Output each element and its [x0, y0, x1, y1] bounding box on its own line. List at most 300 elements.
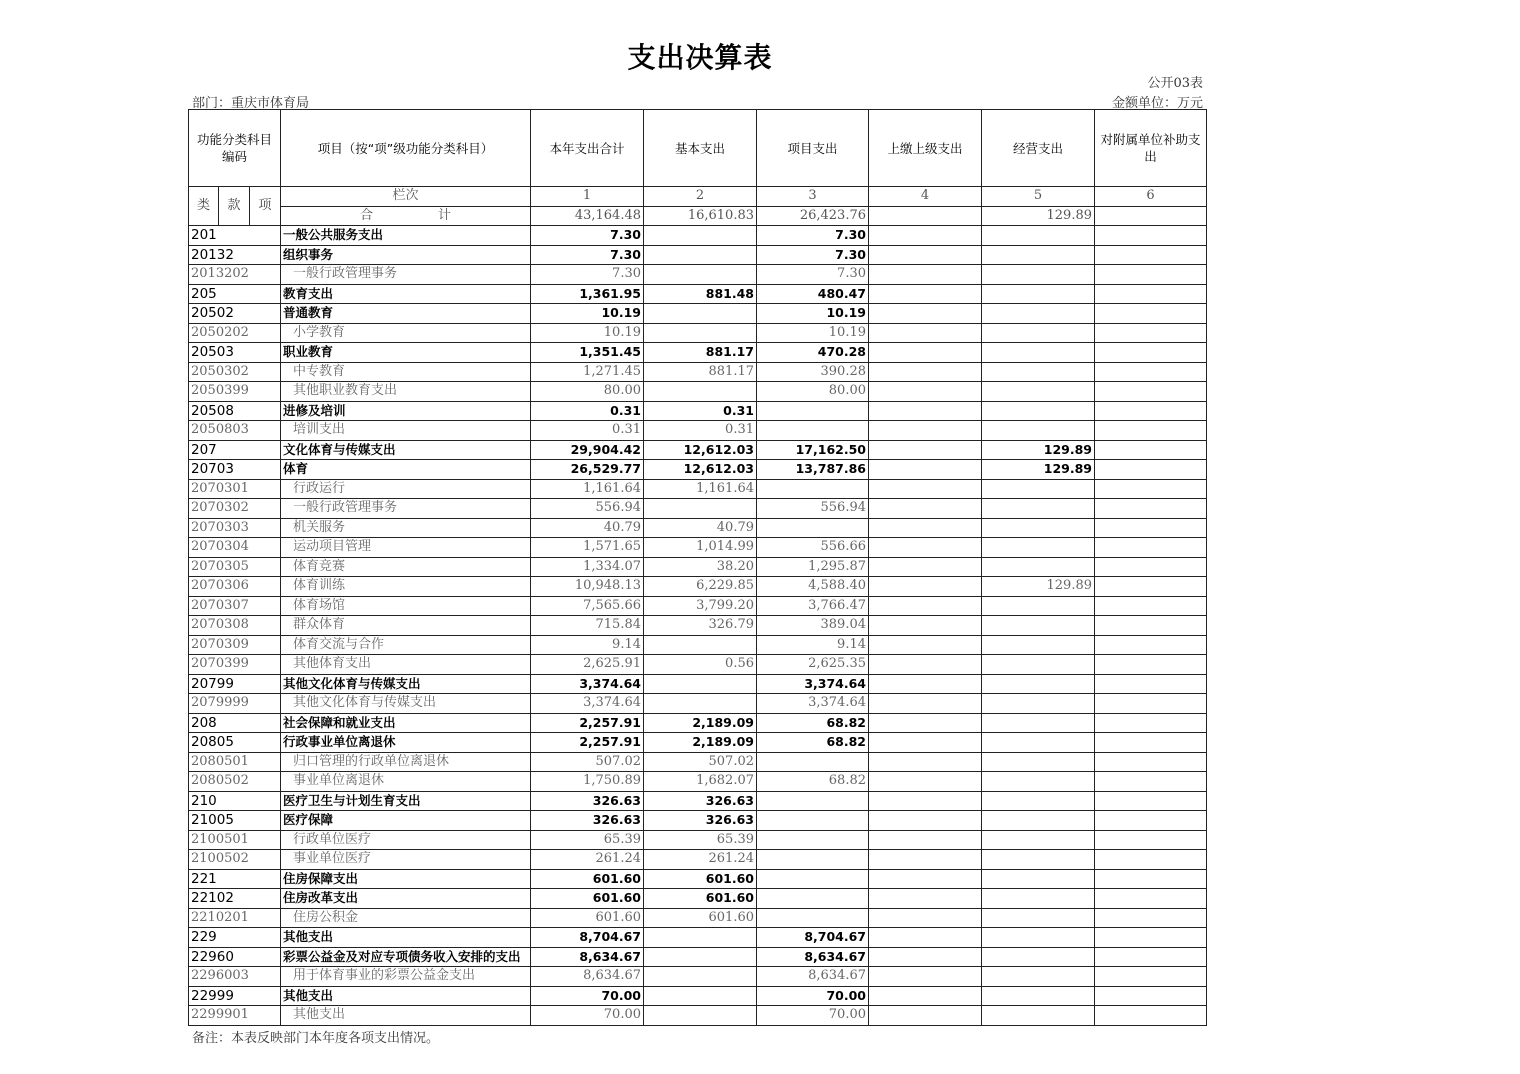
total-value: [1095, 206, 1207, 226]
row-value: 80.00: [757, 382, 869, 402]
row-code: 2080501: [189, 752, 281, 772]
row-value: [869, 479, 982, 499]
row-value: [869, 733, 982, 753]
row-value: [982, 284, 1095, 304]
row-value: [982, 421, 1095, 441]
row-value: [982, 869, 1095, 889]
row-value: 38.20: [644, 557, 757, 577]
header-item: 项目（按“项”级功能分类科目）: [281, 110, 531, 187]
row-code: 22102: [189, 889, 281, 909]
row-value: [757, 908, 869, 928]
table-row: [189, 401, 1207, 421]
row-value: [644, 967, 757, 987]
row-value: [869, 694, 982, 714]
col-num: 1: [531, 187, 644, 207]
row-value: [1095, 908, 1207, 928]
table-row: [189, 694, 1207, 714]
form-number: 公开03表: [1147, 76, 1203, 91]
row-value: 556.66: [757, 538, 869, 558]
row-code: 2070309: [189, 635, 281, 655]
row-value: 10.19: [531, 304, 644, 324]
row-code: 2079999: [189, 694, 281, 714]
row-value: [869, 245, 982, 265]
row-value: [1095, 869, 1207, 889]
row-value: [644, 226, 757, 246]
row-value: [982, 967, 1095, 987]
table-row: [189, 928, 1207, 948]
row-name: 行政运行: [281, 479, 531, 499]
row-value: [982, 694, 1095, 714]
header-project: 项目支出: [757, 110, 869, 187]
row-value: [982, 655, 1095, 675]
row-code: 221: [189, 869, 281, 889]
row-value: [869, 752, 982, 772]
row-code: 2299901: [189, 1006, 281, 1026]
row-value: 7.30: [531, 226, 644, 246]
row-value: 129.89: [982, 440, 1095, 460]
row-code: 2013202: [189, 265, 281, 285]
row-value: [869, 460, 982, 480]
row-value: [757, 869, 869, 889]
row-value: [644, 304, 757, 324]
table-row: [189, 869, 1207, 889]
row-code: 2210201: [189, 908, 281, 928]
row-value: 261.24: [644, 850, 757, 870]
row-value: [644, 245, 757, 265]
row-code: 2070303: [189, 518, 281, 538]
table-row: [189, 616, 1207, 636]
row-value: [869, 499, 982, 519]
row-value: [1095, 362, 1207, 382]
row-value: [869, 265, 982, 285]
row-value: [982, 674, 1095, 694]
row-value: 601.60: [531, 889, 644, 909]
row-value: 507.02: [531, 752, 644, 772]
row-name: 普通教育: [281, 304, 531, 324]
row-value: 389.04: [757, 616, 869, 636]
table-row: [189, 713, 1207, 733]
row-value: 470.28: [757, 343, 869, 363]
row-value: [644, 265, 757, 285]
row-value: [869, 967, 982, 987]
row-value: [982, 596, 1095, 616]
row-name: 一般公共服务支出: [281, 226, 531, 246]
row-value: 70.00: [531, 1006, 644, 1026]
table-row: [189, 304, 1207, 324]
row-value: [1095, 616, 1207, 636]
row-value: 29,904.42: [531, 440, 644, 460]
row-value: [644, 499, 757, 519]
row-value: [1095, 577, 1207, 597]
table-row: [189, 479, 1207, 499]
row-value: 601.60: [644, 889, 757, 909]
row-name: 其他职业教育支出: [281, 382, 531, 402]
total-value: [869, 206, 982, 226]
table-row: [189, 752, 1207, 772]
row-value: 1,295.87: [757, 557, 869, 577]
row-name: 其他支出: [281, 1006, 531, 1026]
table-body: [189, 226, 1207, 1026]
row-name: 彩票公益金及对应专项债务收入安排的支出: [281, 947, 531, 967]
row-value: 65.39: [531, 830, 644, 850]
row-value: [644, 986, 757, 1006]
row-value: [1095, 694, 1207, 714]
row-value: [982, 499, 1095, 519]
table-row: [189, 323, 1207, 343]
row-value: [869, 713, 982, 733]
row-value: [1095, 265, 1207, 285]
col-num: 2: [644, 187, 757, 207]
row-value: 7.30: [531, 265, 644, 285]
table-row: [189, 577, 1207, 597]
row-value: [869, 421, 982, 441]
table-row: [189, 947, 1207, 967]
department-label: 部门：重庆市体育局: [192, 96, 310, 111]
row-value: [1095, 791, 1207, 811]
row-value: [1095, 284, 1207, 304]
row-value: 12,612.03: [644, 440, 757, 460]
row-value: [982, 557, 1095, 577]
row-value: 26,529.77: [531, 460, 644, 480]
row-value: 8,634.67: [531, 947, 644, 967]
row-name: 群众体育: [281, 616, 531, 636]
row-value: [1095, 479, 1207, 499]
row-value: [1095, 323, 1207, 343]
row-value: [982, 479, 1095, 499]
row-code: 22999: [189, 986, 281, 1006]
row-value: [644, 635, 757, 655]
row-value: [982, 908, 1095, 928]
row-value: [869, 635, 982, 655]
row-value: 715.84: [531, 616, 644, 636]
row-name: 进修及培训: [281, 401, 531, 421]
row-value: [1095, 557, 1207, 577]
row-value: [869, 518, 982, 538]
row-value: 507.02: [644, 752, 757, 772]
row-value: [982, 947, 1095, 967]
row-value: 80.00: [531, 382, 644, 402]
row-value: [869, 674, 982, 694]
row-name: 医疗卫生与计划生育支出: [281, 791, 531, 811]
row-value: [869, 362, 982, 382]
column-number-row: [189, 187, 1207, 207]
row-name: 中专教育: [281, 362, 531, 382]
header-lei: 类: [189, 187, 219, 226]
row-value: [1095, 713, 1207, 733]
row-value: 68.82: [757, 733, 869, 753]
row-value: 556.94: [531, 499, 644, 519]
row-value: [1095, 752, 1207, 772]
row-name: 用于体育事业的彩票公益金支出: [281, 967, 531, 987]
row-value: [1095, 635, 1207, 655]
row-value: 13,787.86: [757, 460, 869, 480]
row-value: [982, 616, 1095, 636]
row-value: [982, 401, 1095, 421]
row-value: [1095, 304, 1207, 324]
row-value: 40.79: [644, 518, 757, 538]
row-code: 20508: [189, 401, 281, 421]
row-code: 21005: [189, 811, 281, 831]
row-value: [869, 869, 982, 889]
row-value: 326.63: [531, 811, 644, 831]
row-code: 2070305: [189, 557, 281, 577]
table-row: [189, 343, 1207, 363]
row-value: [1095, 460, 1207, 480]
row-value: 881.17: [644, 343, 757, 363]
table-row: [189, 538, 1207, 558]
table-row: [189, 460, 1207, 480]
row-value: [869, 382, 982, 402]
row-code: 210: [189, 791, 281, 811]
row-value: 326.63: [644, 811, 757, 831]
row-value: [982, 245, 1095, 265]
row-name: 体育场馆: [281, 596, 531, 616]
header-upper: 上缴上级支出: [869, 110, 982, 187]
row-value: [1095, 928, 1207, 948]
row-value: [982, 889, 1095, 909]
row-value: 10.19: [757, 323, 869, 343]
row-name: 行政单位医疗: [281, 830, 531, 850]
table-row: [189, 382, 1207, 402]
page-title: 支出决算表: [627, 41, 773, 74]
row-value: [869, 577, 982, 597]
row-code: 2070304: [189, 538, 281, 558]
row-value: [982, 362, 1095, 382]
row-name: 社会保障和就业支出: [281, 713, 531, 733]
row-value: 7.30: [757, 265, 869, 285]
row-value: [1095, 1006, 1207, 1026]
row-name: 一般行政管理事务: [281, 265, 531, 285]
row-value: [982, 811, 1095, 831]
row-code: 2296003: [189, 967, 281, 987]
row-value: [644, 928, 757, 948]
row-value: 390.28: [757, 362, 869, 382]
row-value: [982, 226, 1095, 246]
row-value: [869, 850, 982, 870]
row-value: [869, 284, 982, 304]
row-value: [982, 850, 1095, 870]
row-name: 其他支出: [281, 928, 531, 948]
table-row: [189, 791, 1207, 811]
row-value: 0.31: [644, 421, 757, 441]
row-code: 2050202: [189, 323, 281, 343]
row-value: 8,704.67: [531, 928, 644, 948]
row-value: 2,189.09: [644, 713, 757, 733]
row-value: [1095, 655, 1207, 675]
table-row: [189, 362, 1207, 382]
row-code: 2100501: [189, 830, 281, 850]
header-row: [189, 110, 1207, 187]
row-value: 1,351.45: [531, 343, 644, 363]
row-name: 住房保障支出: [281, 869, 531, 889]
row-value: [757, 518, 869, 538]
row-value: [1095, 440, 1207, 460]
row-name: 其他文化体育与传媒支出: [281, 674, 531, 694]
row-value: [869, 986, 982, 1006]
table-row: [189, 830, 1207, 850]
row-value: [1095, 226, 1207, 246]
row-value: [982, 382, 1095, 402]
row-value: [1095, 772, 1207, 792]
table-row: [189, 635, 1207, 655]
row-code: 2070302: [189, 499, 281, 519]
row-value: 480.47: [757, 284, 869, 304]
row-value: [757, 830, 869, 850]
row-value: [869, 226, 982, 246]
total-value: 129.89: [982, 206, 1095, 226]
row-value: [1095, 986, 1207, 1006]
row-code: 201: [189, 226, 281, 246]
row-name: 一般行政管理事务: [281, 499, 531, 519]
row-value: [1095, 733, 1207, 753]
row-name: 其他文化体育与传媒支出: [281, 694, 531, 714]
row-value: 2,257.91: [531, 733, 644, 753]
row-value: 10.19: [757, 304, 869, 324]
row-value: 0.31: [644, 401, 757, 421]
row-value: [982, 752, 1095, 772]
row-value: 2,625.91: [531, 655, 644, 675]
row-value: [982, 1006, 1095, 1026]
row-value: 129.89: [982, 577, 1095, 597]
row-value: 40.79: [531, 518, 644, 538]
row-value: 326.63: [644, 791, 757, 811]
row-value: 1,161.64: [644, 479, 757, 499]
row-value: [869, 596, 982, 616]
row-code: 208: [189, 713, 281, 733]
row-value: 8,634.67: [531, 967, 644, 987]
row-value: 3,374.64: [757, 694, 869, 714]
row-value: [1095, 596, 1207, 616]
table-row: [189, 655, 1207, 675]
row-value: 1,334.07: [531, 557, 644, 577]
row-value: [1095, 343, 1207, 363]
table-row: [189, 967, 1207, 987]
row-value: 70.00: [531, 986, 644, 1006]
row-value: [1095, 889, 1207, 909]
row-value: 68.82: [757, 713, 869, 733]
row-value: 65.39: [644, 830, 757, 850]
row-name: 住房改革支出: [281, 889, 531, 909]
row-value: 3,374.64: [531, 674, 644, 694]
row-value: 1,161.64: [531, 479, 644, 499]
header-lanci: 栏次: [281, 187, 531, 207]
row-code: 20502: [189, 304, 281, 324]
row-value: [757, 421, 869, 441]
row-code: 2050399: [189, 382, 281, 402]
row-name: 事业单位医疗: [281, 850, 531, 870]
row-value: [644, 382, 757, 402]
table-row: [189, 284, 1207, 304]
row-value: [757, 850, 869, 870]
row-value: [1095, 421, 1207, 441]
row-value: 12,612.03: [644, 460, 757, 480]
row-value: [982, 733, 1095, 753]
row-value: 9.14: [757, 635, 869, 655]
row-value: 2,257.91: [531, 713, 644, 733]
row-value: [1095, 401, 1207, 421]
row-value: [869, 655, 982, 675]
row-value: 4,588.40: [757, 577, 869, 597]
col-num: 4: [869, 187, 982, 207]
row-value: [982, 323, 1095, 343]
row-value: [1095, 850, 1207, 870]
row-code: 229: [189, 928, 281, 948]
row-value: [1095, 967, 1207, 987]
row-value: 70.00: [757, 1006, 869, 1026]
row-value: [982, 343, 1095, 363]
row-value: 7.30: [757, 245, 869, 265]
row-value: 10,948.13: [531, 577, 644, 597]
row-value: 1,271.45: [531, 362, 644, 382]
row-value: [1095, 830, 1207, 850]
row-value: [982, 928, 1095, 948]
row-code: 205: [189, 284, 281, 304]
row-value: [757, 752, 869, 772]
table-row: [189, 1006, 1207, 1026]
row-value: 1,750.89: [531, 772, 644, 792]
row-code: 20132: [189, 245, 281, 265]
row-value: [1095, 499, 1207, 519]
row-value: [982, 635, 1095, 655]
row-name: 机关服务: [281, 518, 531, 538]
footnote: 备注：本表反映部门本年度各项支出情况。: [192, 1031, 440, 1046]
row-value: 7.30: [757, 226, 869, 246]
row-value: [1095, 518, 1207, 538]
total-value: 43,164.48: [531, 206, 644, 226]
row-name: 培训支出: [281, 421, 531, 441]
row-value: [869, 616, 982, 636]
row-value: [757, 791, 869, 811]
amount-unit-label: 金额单位：万元: [1111, 96, 1203, 111]
row-value: 9.14: [531, 635, 644, 655]
row-value: [869, 791, 982, 811]
row-value: 3,374.64: [757, 674, 869, 694]
row-name: 事业单位离退休: [281, 772, 531, 792]
row-value: [757, 811, 869, 831]
table-row: [189, 557, 1207, 577]
row-code: 2070306: [189, 577, 281, 597]
row-code: 20703: [189, 460, 281, 480]
row-value: [1095, 245, 1207, 265]
row-code: 2070399: [189, 655, 281, 675]
row-value: 556.94: [757, 499, 869, 519]
row-code: 2080502: [189, 772, 281, 792]
table-row: [189, 908, 1207, 928]
total-row: [189, 206, 1207, 226]
row-name: 住房公积金: [281, 908, 531, 928]
table-row: [189, 499, 1207, 519]
row-value: [982, 518, 1095, 538]
row-value: [644, 694, 757, 714]
row-code: 22960: [189, 947, 281, 967]
row-name: 体育训练: [281, 577, 531, 597]
col-num: 5: [982, 187, 1095, 207]
table-row: [189, 421, 1207, 441]
row-value: 881.48: [644, 284, 757, 304]
row-name: 体育: [281, 460, 531, 480]
table-row: [189, 733, 1207, 753]
row-name: 归口管理的行政单位离退休: [281, 752, 531, 772]
row-value: 1,682.07: [644, 772, 757, 792]
header-basic: 基本支出: [644, 110, 757, 187]
table-row: [189, 889, 1207, 909]
row-value: 1,014.99: [644, 538, 757, 558]
row-value: 8,634.67: [757, 947, 869, 967]
row-name: 文化体育与传媒支出: [281, 440, 531, 460]
row-value: 8,704.67: [757, 928, 869, 948]
row-value: 129.89: [982, 460, 1095, 480]
header-subsidy: 对附属单位补助支出: [1095, 110, 1207, 187]
